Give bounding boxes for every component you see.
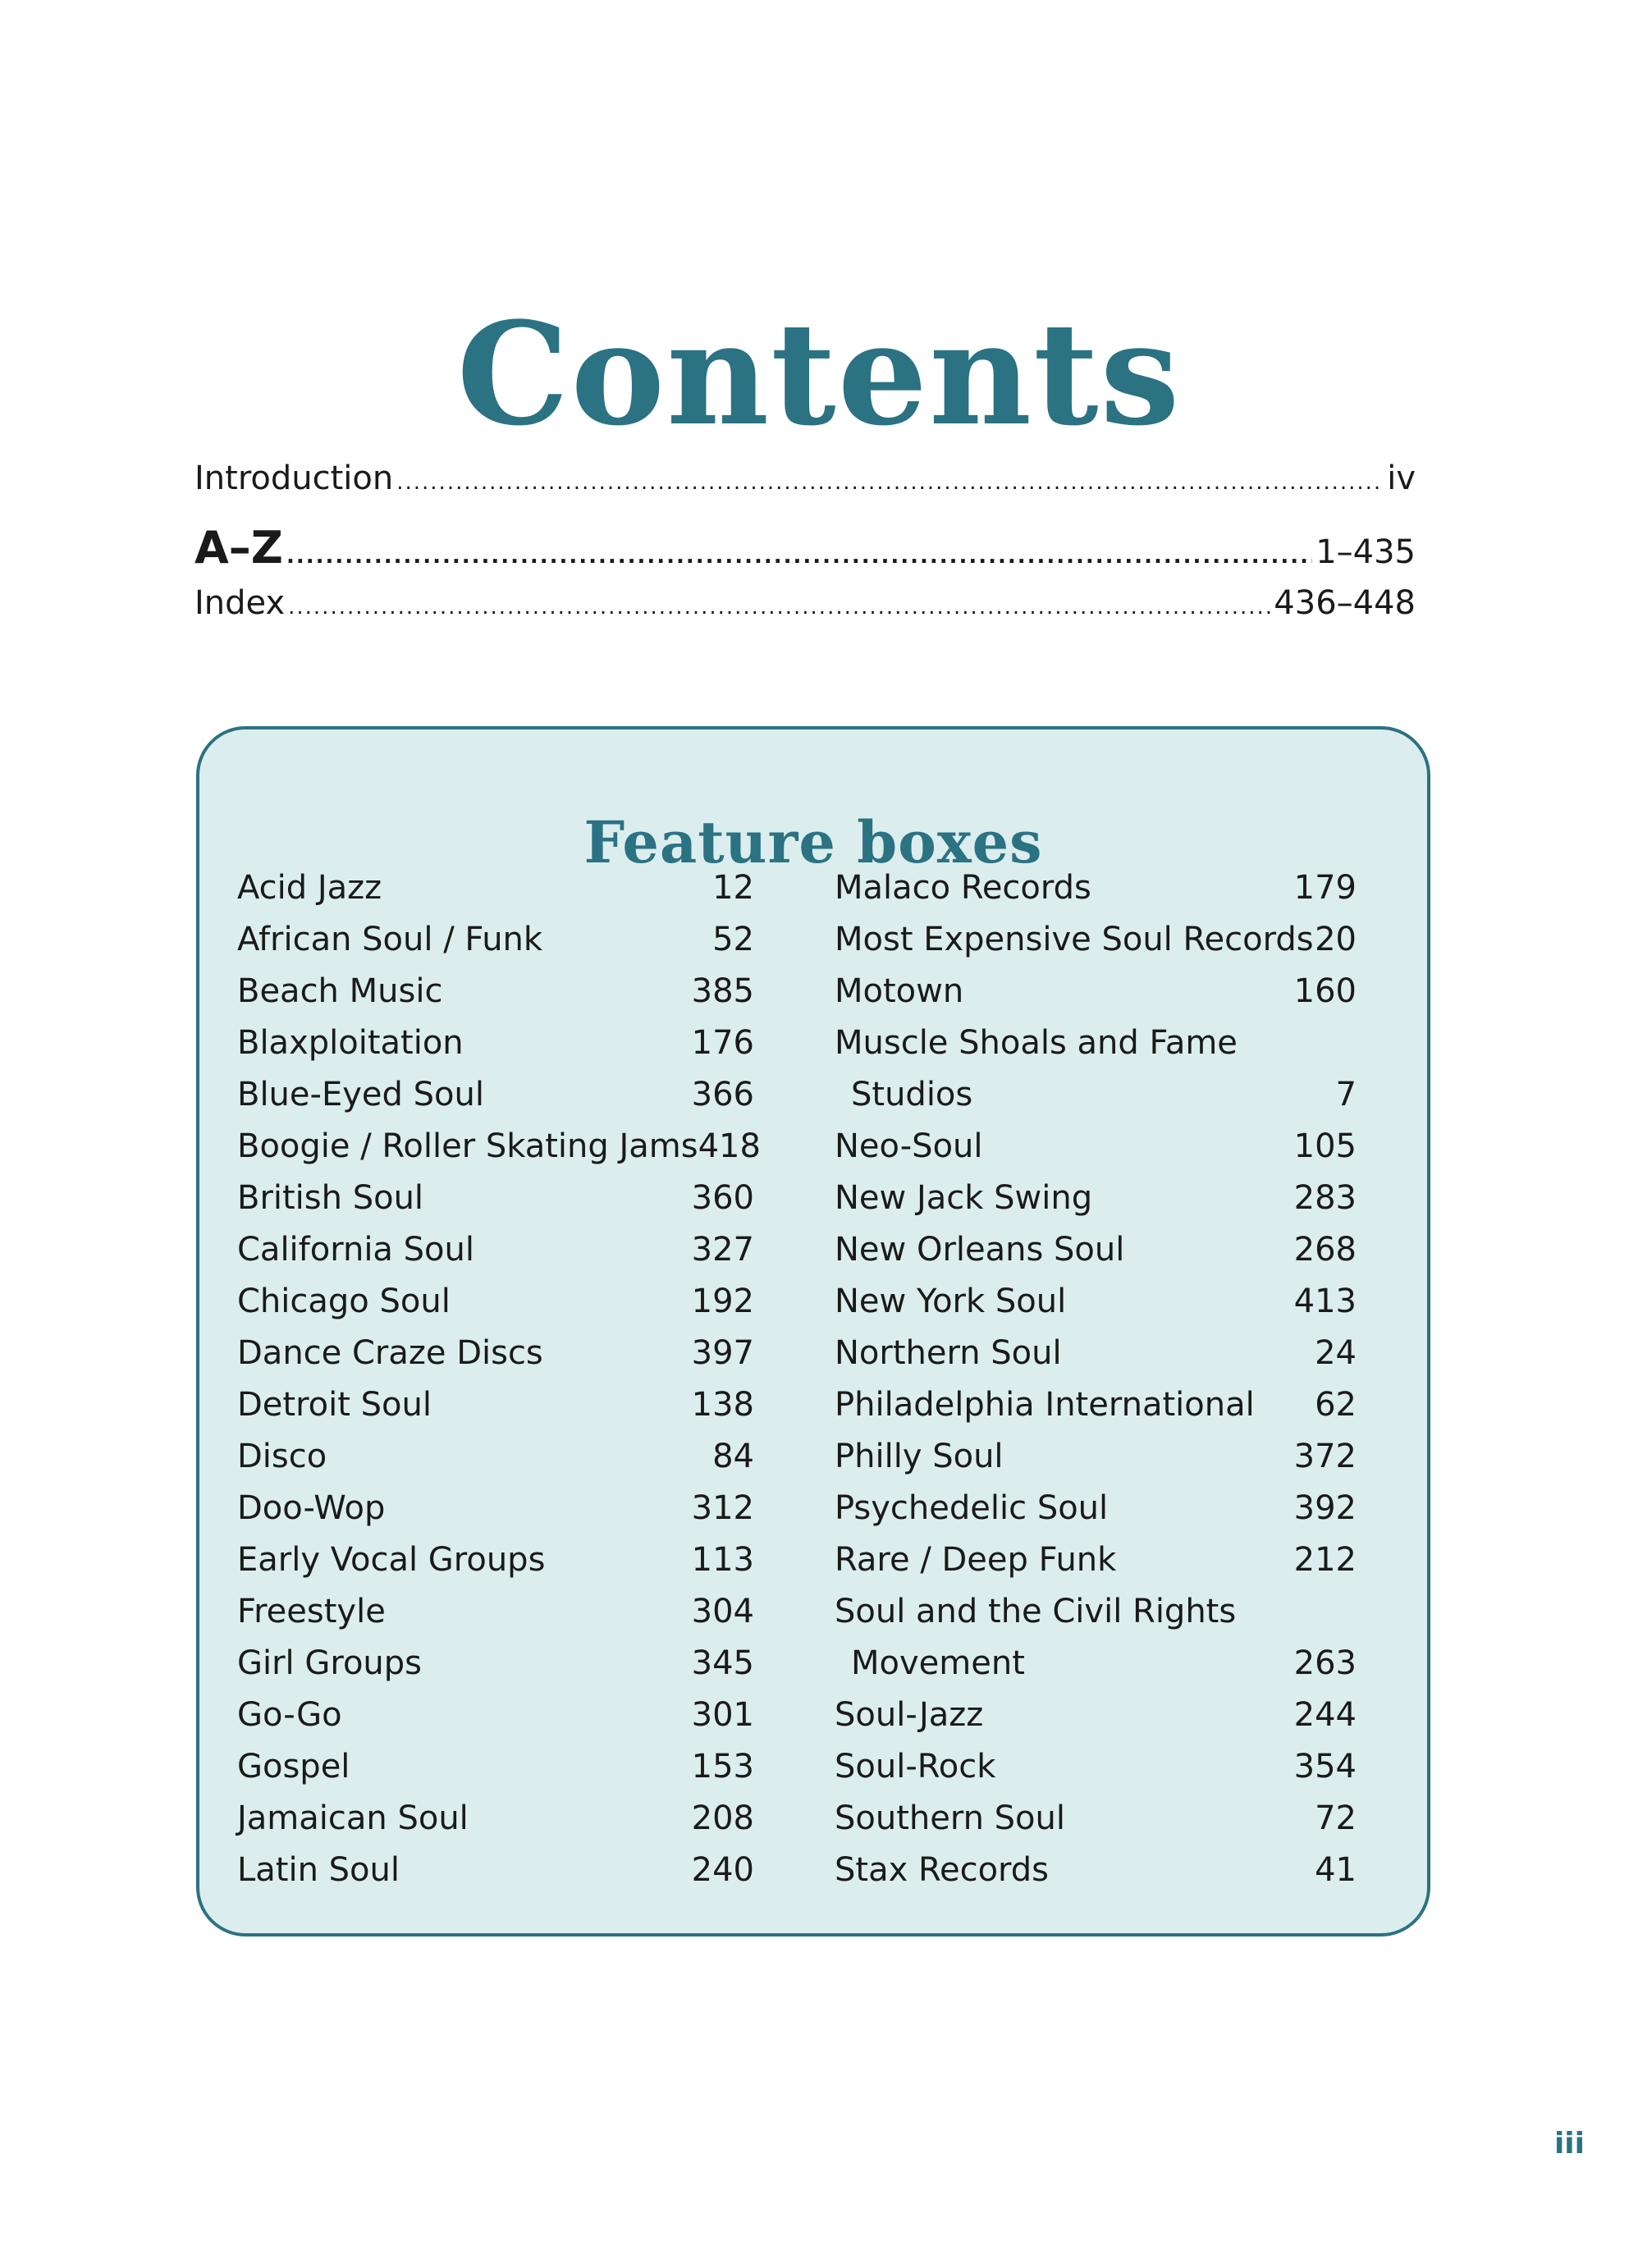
feature-page: 176 <box>691 1024 754 1062</box>
feature-name: Doo-Wop <box>237 1489 386 1527</box>
feature-list-item[interactable] <box>237 1276 754 1328</box>
feature-list-item[interactable] <box>835 1224 1357 1276</box>
feature-page: 192 <box>691 1283 754 1320</box>
feature-name: New York Soul <box>835 1283 1067 1320</box>
feature-page: 418 <box>698 1127 761 1165</box>
feature-name: Philly Soul <box>835 1438 1004 1475</box>
toc-row-index[interactable] <box>194 584 1416 647</box>
feature-name: African Soul / Funk <box>237 921 543 958</box>
feature-list-item[interactable] <box>835 1276 1357 1328</box>
feature-list-item[interactable] <box>835 1173 1357 1224</box>
toc-label: A–Z <box>194 522 283 574</box>
feature-page: 268 <box>1293 1231 1357 1269</box>
feature-page: 263 <box>1293 1644 1357 1682</box>
feature-page: 113 <box>691 1541 754 1579</box>
feature-page: 304 <box>691 1593 754 1630</box>
feature-list-item[interactable] <box>237 1534 754 1586</box>
feature-list-item[interactable] <box>835 1845 1357 1896</box>
feature-name: Chicago Soul <box>237 1283 451 1320</box>
feature-page: 240 <box>691 1851 754 1889</box>
feature-page: 301 <box>691 1696 754 1734</box>
feature-name: Soul-Jazz <box>835 1696 984 1734</box>
toc-row-introduction[interactable] <box>194 460 1416 522</box>
feature-name: British Soul <box>237 1179 424 1217</box>
feature-list-item[interactable] <box>237 1069 754 1121</box>
feature-name: Studios <box>851 1076 973 1113</box>
feature-list-item[interactable] <box>237 1379 754 1431</box>
feature-name: Detroit Soul <box>237 1386 432 1424</box>
feature-list-item[interactable] <box>835 1483 1357 1534</box>
feature-list-item[interactable] <box>237 1017 754 1069</box>
toc-row-a-z[interactable] <box>194 522 1416 584</box>
feature-list-item[interactable] <box>237 1690 754 1741</box>
feature-name: Most Expensive Soul Records <box>835 921 1314 958</box>
feature-list-left <box>237 862 761 1896</box>
feature-name: Acid Jazz <box>237 869 382 907</box>
dot-leader <box>286 544 1312 569</box>
feature-page: 20 <box>1315 921 1357 958</box>
feature-name: Go-Go <box>237 1696 342 1734</box>
feature-list-item[interactable] <box>835 1017 1357 1069</box>
feature-list-item[interactable] <box>237 1586 754 1638</box>
feature-name: Freestyle <box>237 1593 386 1630</box>
feature-list-item[interactable] <box>237 1431 754 1483</box>
feature-list-item[interactable] <box>237 1483 754 1534</box>
feature-page: 283 <box>1293 1179 1357 1217</box>
feature-name: Blue-Eyed Soul <box>237 1076 484 1113</box>
feature-page: 153 <box>691 1748 754 1786</box>
feature-list-item[interactable] <box>835 914 1357 966</box>
feature-name: Neo-Soul <box>835 1127 983 1165</box>
feature-page: 244 <box>1293 1696 1357 1734</box>
feature-page: 62 <box>1315 1386 1357 1424</box>
feature-page: 413 <box>1293 1283 1357 1320</box>
feature-boxes-panel <box>196 726 1430 1936</box>
page-title: Contents <box>456 290 1182 458</box>
feature-list-item[interactable] <box>835 1741 1357 1793</box>
feature-name: Stax Records <box>835 1851 1050 1889</box>
feature-name: Southern Soul <box>835 1799 1065 1837</box>
feature-name: Gospel <box>237 1748 350 1786</box>
table-of-contents <box>194 460 1416 647</box>
feature-page: 327 <box>691 1231 754 1269</box>
feature-list-item[interactable] <box>835 1638 1357 1690</box>
feature-list-item[interactable] <box>237 862 754 914</box>
feature-boxes-title: Feature boxes <box>583 808 1043 877</box>
feature-page: 385 <box>691 972 754 1010</box>
toc-label: Index <box>194 584 286 622</box>
feature-page: 372 <box>1293 1438 1357 1475</box>
feature-page: 138 <box>691 1386 754 1424</box>
feature-page: 360 <box>691 1179 754 1217</box>
feature-page: 41 <box>1315 1851 1357 1889</box>
feature-page: 312 <box>691 1489 754 1527</box>
dot-leader <box>288 595 1270 620</box>
feature-name: Early Vocal Groups <box>237 1541 546 1579</box>
feature-name: Boogie / Roller Skating Jams <box>237 1127 698 1165</box>
feature-list-item[interactable] <box>835 862 1357 914</box>
feature-list-item[interactable] <box>237 1173 754 1224</box>
feature-name: New Orleans Soul <box>835 1231 1125 1269</box>
feature-list-item[interactable] <box>237 1793 754 1845</box>
feature-page: 345 <box>691 1644 754 1682</box>
feature-name: Girl Groups <box>237 1644 422 1682</box>
feature-page: 354 <box>1293 1748 1357 1786</box>
feature-list-right <box>835 862 1357 1896</box>
feature-list-item[interactable] <box>237 1638 754 1690</box>
feature-name: Psychedelic Soul <box>835 1489 1109 1527</box>
feature-list-item[interactable] <box>835 966 1357 1017</box>
feature-list-item[interactable] <box>835 1534 1357 1586</box>
feature-page: 52 <box>712 921 754 958</box>
toc-label: Introduction <box>194 460 394 497</box>
feature-name: Northern Soul <box>835 1334 1062 1372</box>
feature-name: Jamaican Soul <box>237 1799 469 1837</box>
feature-list-item[interactable] <box>237 966 754 1017</box>
feature-page: 72 <box>1315 1799 1357 1837</box>
dot-leader <box>396 470 1384 495</box>
feature-name: Dance Craze Discs <box>237 1334 543 1372</box>
feature-page: 366 <box>691 1076 754 1113</box>
feature-page: 212 <box>1293 1541 1357 1579</box>
feature-list-item[interactable] <box>835 1431 1357 1483</box>
feature-page: 12 <box>712 869 754 907</box>
feature-name: Soul-Rock <box>835 1748 996 1786</box>
feature-name: Movement <box>851 1644 1025 1682</box>
feature-name: Disco <box>237 1438 327 1475</box>
feature-name: New Jack Swing <box>835 1179 1093 1217</box>
feature-page: 160 <box>1293 972 1357 1010</box>
feature-page: 84 <box>712 1438 754 1475</box>
toc-pages: iv <box>1387 460 1416 497</box>
feature-page: 105 <box>1293 1127 1357 1165</box>
toc-pages: 1–435 <box>1315 533 1416 571</box>
feature-name: Malaco Records <box>835 869 1091 907</box>
feature-list-item[interactable] <box>237 1845 754 1896</box>
feature-list-item[interactable] <box>835 1379 1357 1431</box>
feature-list-item[interactable] <box>835 1690 1357 1741</box>
page-number: iii <box>1553 2127 1585 2161</box>
feature-list-item[interactable] <box>835 1069 1357 1121</box>
feature-list-item[interactable] <box>237 1741 754 1793</box>
feature-name: Beach Music <box>237 972 443 1010</box>
feature-name: Muscle Shoals and Fame <box>835 1024 1238 1062</box>
feature-name: Soul and the Civil Rights <box>835 1593 1237 1630</box>
feature-name: Philadelphia International <box>835 1386 1255 1424</box>
feature-list-item[interactable] <box>237 1224 754 1276</box>
feature-page: 24 <box>1315 1334 1357 1372</box>
feature-name: Rare / Deep Funk <box>835 1541 1117 1579</box>
feature-list-item[interactable] <box>237 1328 754 1379</box>
feature-name: Blaxploitation <box>237 1024 464 1062</box>
feature-name: California Soul <box>237 1231 474 1269</box>
feature-name: Latin Soul <box>237 1851 400 1889</box>
feature-list-item[interactable] <box>237 1121 761 1173</box>
feature-list-item[interactable] <box>237 914 754 966</box>
feature-name: Motown <box>835 972 964 1010</box>
feature-list-item[interactable] <box>835 1121 1357 1173</box>
feature-page: 392 <box>1293 1489 1357 1527</box>
feature-page: 397 <box>691 1334 754 1372</box>
feature-list-item[interactable] <box>835 1793 1357 1845</box>
feature-list-item[interactable] <box>835 1586 1357 1638</box>
feature-page: 179 <box>1293 869 1357 907</box>
feature-list-item[interactable] <box>835 1328 1357 1379</box>
toc-pages: 436–448 <box>1274 584 1416 622</box>
feature-page: 7 <box>1335 1076 1357 1113</box>
feature-page: 208 <box>691 1799 754 1837</box>
